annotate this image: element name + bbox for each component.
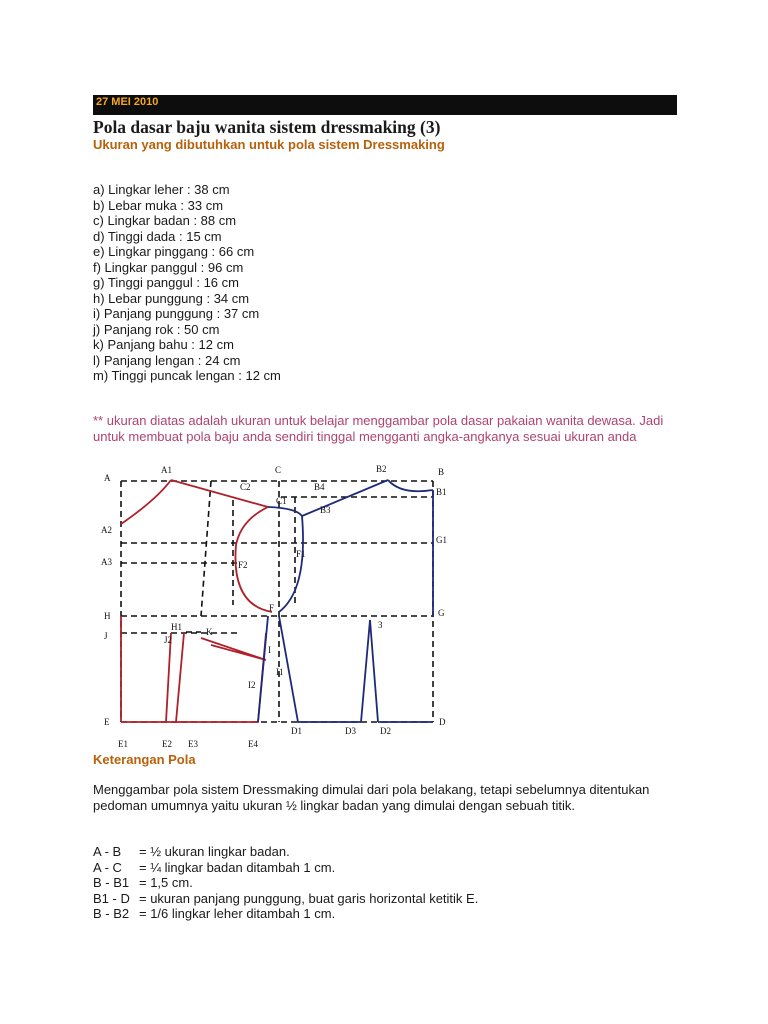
label-J: J bbox=[104, 631, 108, 641]
measurement-item: e) Lingkar pinggang : 66 cm bbox=[93, 244, 255, 259]
label-A2: A2 bbox=[101, 525, 112, 535]
measurement-item: f) Lingkar panggul : 96 cm bbox=[93, 259, 244, 275]
label-E3: E3 bbox=[188, 739, 198, 749]
measurement-item: j) Panjang rok : 50 cm bbox=[93, 321, 220, 337]
keterangan-title: Keterangan Pola bbox=[93, 752, 196, 767]
pattern-diagram bbox=[96, 460, 456, 752]
label-E4: E4 bbox=[248, 739, 258, 749]
post-title[interactable]: Pola dasar baju wanita sistem dressmaking (3) bbox=[93, 117, 441, 137]
label-H: H bbox=[104, 611, 111, 621]
label-E2: E2 bbox=[162, 739, 172, 749]
rule-key: B1 - D bbox=[93, 890, 130, 906]
measurement-item: m) Tinggi puncak lengan : 12 cm bbox=[93, 368, 281, 383]
label-I1: I1 bbox=[276, 667, 284, 677]
rule-key: A - B bbox=[93, 844, 122, 859]
measurement-item: c) Lingkar badan : 88 cm bbox=[93, 213, 237, 228]
measurement-list bbox=[93, 182, 281, 384]
label-D1: D1 bbox=[291, 726, 302, 736]
label-B4: B4 bbox=[314, 482, 325, 492]
label-A1: A1 bbox=[161, 465, 172, 475]
label-K: K bbox=[206, 627, 213, 637]
rule-text: = ½ ukuran lingkar badan. bbox=[139, 844, 290, 859]
rule-item bbox=[93, 844, 478, 860]
label-D2: D2 bbox=[380, 726, 391, 736]
label-C: C bbox=[275, 465, 282, 475]
label-B3: B3 bbox=[320, 505, 331, 515]
label-J2: J2 bbox=[164, 635, 173, 645]
rule-text: = ukuran panjang punggung, buat garis horizontal ketitik E. bbox=[139, 890, 479, 906]
rule-list bbox=[93, 844, 478, 922]
label-B2: B2 bbox=[376, 464, 387, 474]
measurement-item: i) Panjang punggung : 37 cm bbox=[93, 306, 260, 321]
label-G1: G1 bbox=[436, 535, 447, 545]
rule-key: A - C bbox=[93, 859, 122, 875]
post-date: 27 MEI 2010 bbox=[96, 96, 159, 108]
label-D3: D3 bbox=[345, 726, 356, 736]
front-pattern bbox=[258, 480, 433, 722]
label-C2: C2 bbox=[240, 482, 251, 492]
label-G: G bbox=[438, 608, 445, 618]
measurement-item: a) Lingkar leher : 38 cm bbox=[93, 182, 230, 197]
rule-item bbox=[93, 906, 478, 922]
label-E: E bbox=[104, 717, 110, 727]
label-B1: B1 bbox=[436, 487, 447, 497]
label-F: F bbox=[269, 603, 275, 613]
rule-text: = ¼ lingkar badan ditambah 1 cm. bbox=[139, 859, 336, 875]
label-E1: E1 bbox=[118, 739, 128, 749]
label-B: B bbox=[438, 467, 445, 477]
rule-key: B - B2 bbox=[93, 906, 130, 921]
measurement-item: l) Panjang lengan : 24 cm bbox=[93, 352, 241, 368]
measurement-item: b) Lebar muka : 33 cm bbox=[93, 197, 224, 213]
rule-item bbox=[93, 891, 478, 907]
rule-item bbox=[93, 860, 478, 876]
measurement-item: k) Panjang bahu : 12 cm bbox=[93, 337, 234, 352]
label-D: D bbox=[439, 717, 446, 727]
label-3: 3 bbox=[378, 620, 383, 630]
label-F2: F2 bbox=[238, 560, 248, 570]
rule-item bbox=[93, 875, 478, 891]
measurement-item: h) Lebar punggung : 34 cm bbox=[93, 290, 250, 306]
date-header-bar bbox=[93, 95, 677, 115]
post-subtitle: Ukuran yang dibutuhkan untuk pola sistem Dressmaking bbox=[93, 137, 445, 152]
label-I: I bbox=[268, 645, 271, 655]
note-paragraph: ** ukuran diatas adalah ukuran untuk belajar menggambar pola dasar pakaian wanita dewasa. Jadi untuk membuat pola baju anda sendiri tinggal mengganti angka-angkanya sesuai ukuran anda bbox=[93, 413, 664, 444]
measurement-item: g) Tinggi panggul : 16 cm bbox=[93, 275, 239, 290]
rule-text: = 1,5 cm. bbox=[139, 875, 193, 890]
measurement-item: d) Tinggi dada : 15 cm bbox=[93, 228, 222, 244]
label-A: A bbox=[104, 473, 111, 483]
label-A3: A3 bbox=[101, 557, 112, 567]
label-H1: H1 bbox=[171, 622, 182, 632]
label-F1: F1 bbox=[296, 549, 306, 559]
keterangan-paragraph: Menggambar pola sistem Dressmaking dimulai dari pola belakang, tetapi sebelumnya ditentukan pedoman umumnya yaitu ukuran ½ lingkar badan yang dimulai dengan sebuah titik. bbox=[93, 782, 650, 813]
label-I2: I2 bbox=[248, 680, 256, 690]
label-C1: C1 bbox=[276, 496, 287, 506]
rule-text: = 1/6 lingkar leher ditambah 1 cm. bbox=[139, 906, 336, 921]
rule-key: B - B1 bbox=[93, 875, 130, 890]
